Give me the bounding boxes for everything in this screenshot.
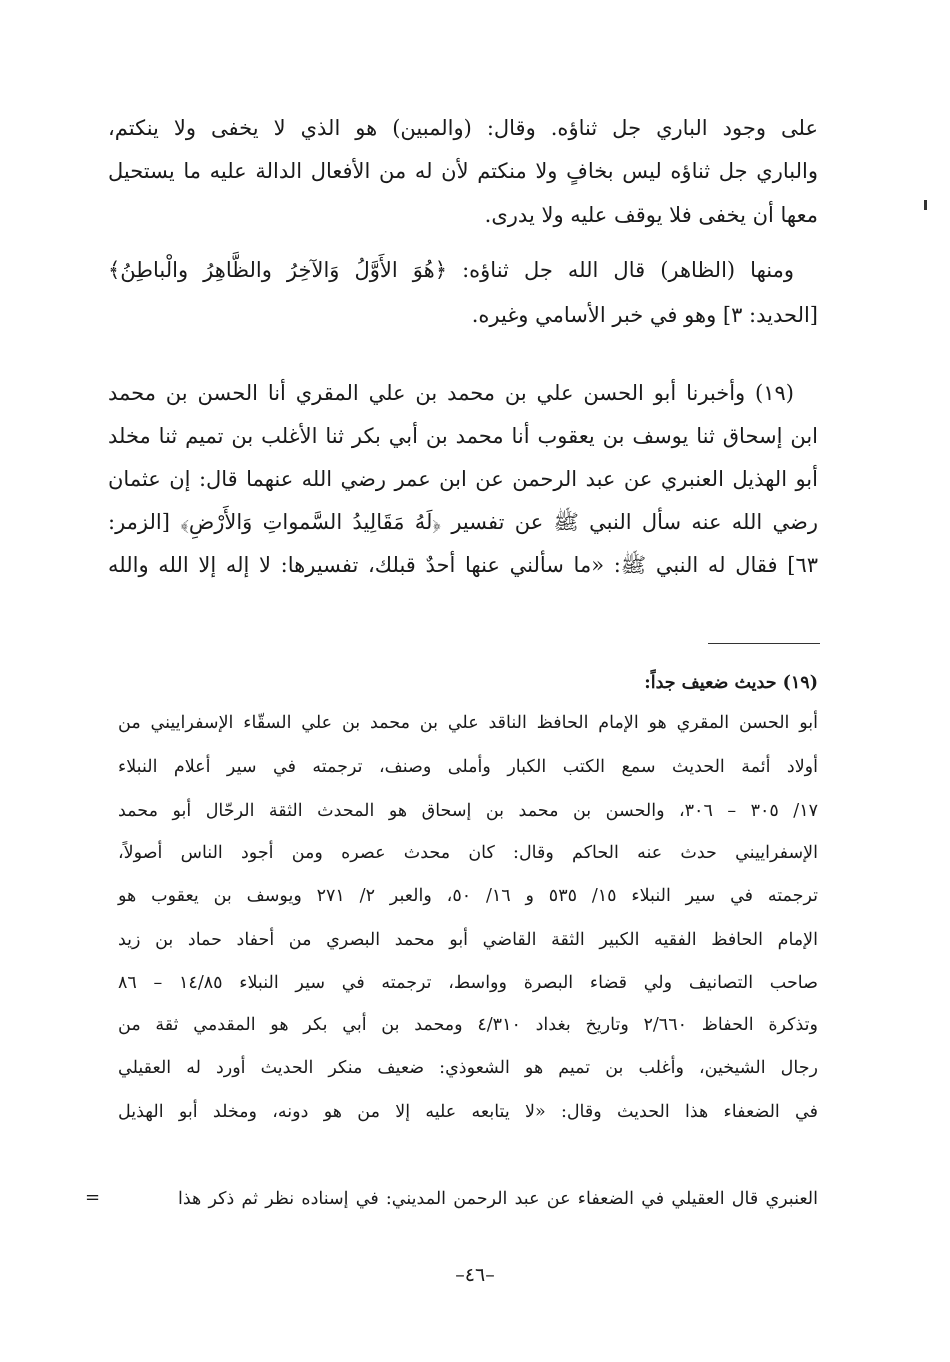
main-line: معها أن يخفى فلا يوقف عليه ولا يدرى. — [484, 203, 818, 227]
footnote-line: الإسفراييني حدث عنه الحاكم وقال: كان محدث عصره ومن أجود الناس أصولاً، — [118, 843, 818, 863]
footnote-line: أولاد أئمة الحديث سمع الكتب الكبار وأملى وصنف، ترجمته في سير أعلام النبلاء — [118, 757, 818, 777]
footnote-separator — [708, 643, 820, 644]
footnote-line: ١٧/ ٣٠٥ – ٣٠٦، والحسن بن محمد بن إسحاق هو المحدث الثقة الرحّال أبو محمد — [118, 801, 818, 821]
footnote-line: رجال الشيخين، وأغلب بن تميم هو الشعوذي: ضعيف منكر الحديث أورد له العقيلي — [118, 1058, 818, 1078]
main-line: على وجود الباري جل ثناؤه. وقال: (والمبين) هو الذي لا يخفى ولا ينكتم، — [108, 116, 818, 140]
hadith-line: ابن إسحاق ثنا يوسف بن يعقوب أنا محمد بن أبي بكر ثنا الأغلب بن تميم ثنا مخلد — [108, 424, 818, 448]
footnote-line: وتذكرة الحفاظ ٢/٦٦٠ وتاريخ بغداد ٤/٣١٠ ومحمد بن أبي بكر هو المقدمي ثقة من — [118, 1015, 818, 1035]
hadith-line: أبو الهذيل العنبري عن عبد الرحمن عن ابن عمر رضي الله عنهما قال: إن عثمان — [108, 467, 818, 491]
hadith-line: (١٩) وأخبرنا أبو الحسن علي بن محمد بن علي المقري أنا الحسن بن محمد — [108, 381, 794, 405]
page-number: –٤٦– — [455, 1264, 495, 1286]
hadith-line: ٦٣] فقال له النبي ﷺ: «ما سألني عنها أحدٌ قبلك، تفسيرها: لا إله إلا الله والله — [108, 553, 818, 577]
footnote-line: العنبري قال العقيلي في الضعفاء عن عبد الرحمن المديني: في إسناده نظر ثم ذكر هذا — [178, 1189, 818, 1209]
continuation-mark: = — [85, 1187, 101, 1208]
main-line: والباري جل ثناؤه ليس بخافٍ ولا منكتم لأن له من الأفعال الدالة عليه ما يستحيل — [108, 159, 818, 183]
footnote-line: في الضعفاء هذا الحديث وقال: «لا يتابعه عليه إلا من هو دونه، ومخلد أبو الهذيل — [118, 1102, 818, 1122]
footnote-line: صاحب التصانيف ولي قضاء البصرة وواسط، ترجمته في سير النبلاء ١٤/٨٥ – ٨٦ — [118, 973, 818, 993]
footnote-line: أبو الحسن المقري هو الإمام الحافظ الناقد علي بن محمد بن علي السقّاء الإسفراييني من — [118, 713, 818, 733]
main-line: [الحديد: ٣] وهو في خبر الأسامي وغيره. — [471, 303, 818, 327]
scan-artifact — [924, 200, 927, 210]
hadith-line: رضي الله عنه سأل النبي ﷺ عن تفسير ﴿لَهُ مَقَالِيدُ السَّمواتِ وَالأَرْضِ﴾ [الزمر: — [108, 510, 818, 534]
footnote-line: ترجمته في سير النبلاء ١٥/ ٥٣٥ و ١٦/ ٥٠، والعبر ٢/ ٢٧١ ويوسف بن يعقوب هو — [118, 886, 818, 906]
footnote-heading: (١٩) حديث ضعيف جداً: — [644, 673, 818, 693]
footnote-line: الإمام الحافظ الفقيه الكبير الثقة القاضي أبو محمد البصري من أحفاد حماد بن زيد — [118, 930, 818, 950]
main-line: ومنها (الظاهر) قال الله جل ثناؤه: ﴿هُوَ الأَوَّلُ وَالآخِرُ والظَّاهِرُ والْباطِنُ﴾ — [108, 258, 794, 282]
